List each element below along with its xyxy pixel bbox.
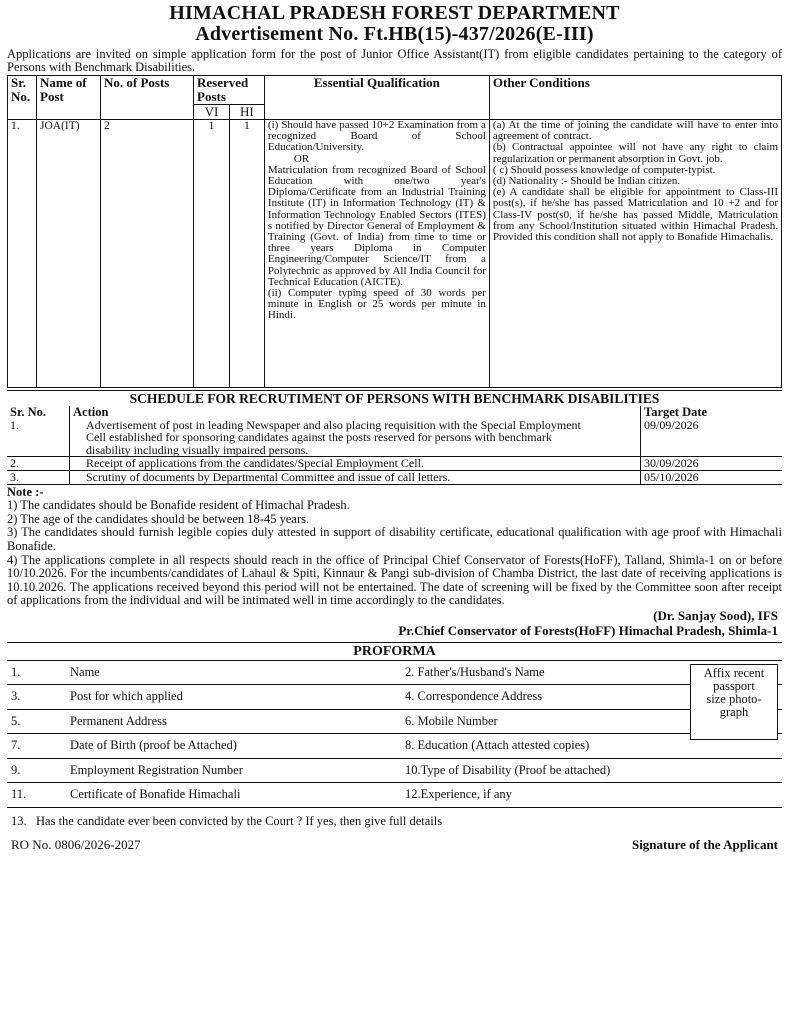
schedule-header-row xyxy=(7,406,782,419)
cell-post-name: JOA(IT) xyxy=(37,120,101,388)
row-number: 11. xyxy=(11,787,27,802)
field-label: Permanent Address xyxy=(70,713,167,728)
proforma-row xyxy=(7,783,782,808)
condition-d: (d) Nationality :- Should be Indian citizen. xyxy=(492,175,681,188)
field-label: Date of Birth (proof be Attached) xyxy=(70,738,237,753)
qualification-or: OR xyxy=(293,152,310,165)
department-title: HIMACHAL PRADESH FOREST DEPARTMENT xyxy=(169,2,620,24)
note-item: 1) The candidates should be Bonafide resident of Himachal Pradesh. xyxy=(7,498,350,513)
row-number: 9. xyxy=(11,762,21,777)
cell-other-conditions xyxy=(489,120,781,388)
header-num-posts: No. of Posts xyxy=(101,76,194,120)
table-header-row xyxy=(8,76,782,105)
field-label: Employment Registration Number xyxy=(70,762,243,777)
schedule-action: Advertisement of post in leading Newspaper and also placing requisition with the Special Employment Cell established for sponsoring candidates against the posts reserved for persons with benchmark disability including visually impaired persons. xyxy=(70,419,641,457)
note-item: 2) The age of the candidates should be between 18-45 years. xyxy=(7,511,310,526)
photo-line: graph xyxy=(719,704,749,719)
header-post-name: Name of Post xyxy=(37,76,101,120)
cell-sr: 1. xyxy=(8,120,37,388)
photo-line: Affix recent xyxy=(703,665,765,680)
schedule-sr: 2. xyxy=(7,457,70,471)
condition-b: (b) Contractual appointee will not have any right to claim regularization or permanent absorption in Govt. job. xyxy=(492,141,778,165)
cell-hi: 1 xyxy=(229,120,264,388)
header-hi: HI xyxy=(229,105,264,120)
schedule-table xyxy=(7,406,782,484)
qualification-p3: (ii) Computer typing speed of 30 words per minute in English or 25 words per minute in Hindi. xyxy=(267,287,486,322)
schedule-sr: 1. xyxy=(7,419,70,457)
schedule-title: SCHEDULE FOR RECRUTIMENT OF PERSONS WITH BENCHMARK DISABILITIES xyxy=(7,390,782,406)
notes-heading: Note :- xyxy=(7,484,44,499)
proforma-form xyxy=(7,660,782,808)
row-number: 5. xyxy=(11,713,21,728)
table-row xyxy=(7,419,782,457)
advertisement-page xyxy=(7,3,782,1021)
proforma-row xyxy=(7,759,782,784)
schedule-date: 30/09/2026 xyxy=(641,457,783,471)
signatory-designation: Pr.Chief Conservator of Forests(HoFF) Himachal Pradesh, Shimla-1 xyxy=(398,622,778,638)
proforma-row xyxy=(7,685,782,710)
header-essential-qualification: Essential Qualification xyxy=(264,76,489,120)
proforma-row xyxy=(7,661,782,686)
field-label: 4. Correspondence Address xyxy=(405,689,543,704)
signatory-name: (Dr. Sanjay Sood), IFS xyxy=(653,607,778,623)
intro-text: Applications are invited on simple application form for the post of Junior Office Assistant(IT) from eligible candidates pertaining to the category of Persons with Benchmark Disabilities. xyxy=(7,47,782,74)
note-item: 3) The candidates should furnish legible copies duly attested in support of disability certificate, educational qualification with age proof with Himachali Bonafide. xyxy=(7,525,782,553)
schedule-action: Receipt of applications from the candidates/Special Employment Cell. xyxy=(70,457,641,471)
field-label: 2. Father's/Husband's Name xyxy=(405,664,545,679)
ro-number: RO No. 0806/2026-2027 xyxy=(11,836,141,852)
proforma-title: PROFORMA xyxy=(7,642,782,660)
photo-line: passport xyxy=(713,678,755,693)
schedule-header-date: Target Date xyxy=(644,405,708,419)
cell-essential-qualification xyxy=(264,120,489,388)
field-label: Name xyxy=(70,664,100,679)
schedule-sr: 3. xyxy=(7,470,70,483)
condition-e: (e) A candidate shall be eligible for appointment to Class-III post(s), if he/she has passed Matriculation and 10 +2 and for Class-IV post(s0, if he/she has passed Middle, Matriculation from any School/Institution situated within Himachal Pradesh. Provided this condition shall not apply to Bonafide Himachalis. xyxy=(492,186,778,244)
table-row xyxy=(8,120,782,388)
header-other-conditions: Other Conditions xyxy=(489,76,781,120)
schedule-date: 09/09/2026 xyxy=(644,417,699,432)
condition-c: ( c) Should possess knowledge of computer-typist. xyxy=(492,163,716,176)
qualification-p1: (i) Should have passed 10+2 Examination from a recognized Board of School Education/University. xyxy=(267,119,486,154)
applicant-signature-label: Signature of the Applicant xyxy=(631,836,778,852)
post-details-table xyxy=(7,75,782,388)
table-row xyxy=(7,470,782,483)
field-label: 10.Type of Disability (Proof be attached) xyxy=(405,762,611,777)
proforma-row xyxy=(7,734,782,759)
row-number: 1. xyxy=(11,664,21,679)
photo-box xyxy=(690,664,778,740)
conviction-question: 13. Has the candidate ever been convicted by the Court ? If yes, then give full details xyxy=(11,813,443,828)
photo-line: size photo- xyxy=(706,691,762,706)
header-reserved-posts: Reserved Posts xyxy=(194,76,265,105)
advertisement-number: Advertisement No. Ft.HB(15)-437/2026(E-III) xyxy=(195,23,594,45)
footer xyxy=(7,833,782,855)
field-label: Certificate of Bonafide Himachali xyxy=(70,787,241,802)
note-item: 4) The applications complete in all respects should reach in the office of Principal Chief Conservator of Forests(HoFF), Talland, Shimla-1 on or before 10/10.2026. For the incumbents/candidates of Lahaul & Spiti, Kinnaur & Pangi sub-division of Chamba District, the last date of receiving applications is 10.10.2026. The applications received beyond this period will not be entertained. The date of screening will be fixed by the Committee soon after receipt of applications from the individual and will be intimated well in time accordingly to the candidates. xyxy=(7,552,782,608)
field-label: 8. Education (Attach attested copies) xyxy=(405,738,590,753)
cell-vi: 1 xyxy=(194,120,230,388)
field-label: 6. Mobile Number xyxy=(405,713,498,728)
cell-num-posts: 2 xyxy=(101,120,194,388)
notes-section xyxy=(7,484,782,608)
header-vi: VI xyxy=(194,105,230,120)
schedule-header-action: Action xyxy=(70,406,641,419)
schedule-action: Scrutiny of documents by Departmental Committee and issue of call letters. xyxy=(70,470,641,483)
field-label: 12.Experience, if any xyxy=(405,787,512,802)
table-row xyxy=(7,457,782,471)
field-label: Post for which applied xyxy=(70,689,183,704)
condition-a: (a) At the time of joining the candidate will have to enter into agreement of contract. xyxy=(492,119,778,143)
row-number: 3. xyxy=(11,689,21,704)
schedule-date: 05/10/2026 xyxy=(641,470,783,483)
proforma-row xyxy=(7,710,782,735)
schedule-header-sr: Sr. No. xyxy=(7,406,70,419)
row-number: 7. xyxy=(11,738,21,753)
header-sr-no: Sr. No. xyxy=(8,76,37,120)
qualification-p2: Matriculation from recognized Board of School Education with one/two year's Diploma/Certificate from an Industrial Training Institute (IT) in Information Technology (IT) & Information Technology Enabled Sectors (ITES) s notified by Director General of Employment & Training (Govt. of India) from time to time or three years Diploma in Computer Engineering/Computer Science/IT from a Polytechnic as approved by All India Council for Technical Education (AICTE). xyxy=(267,163,486,288)
